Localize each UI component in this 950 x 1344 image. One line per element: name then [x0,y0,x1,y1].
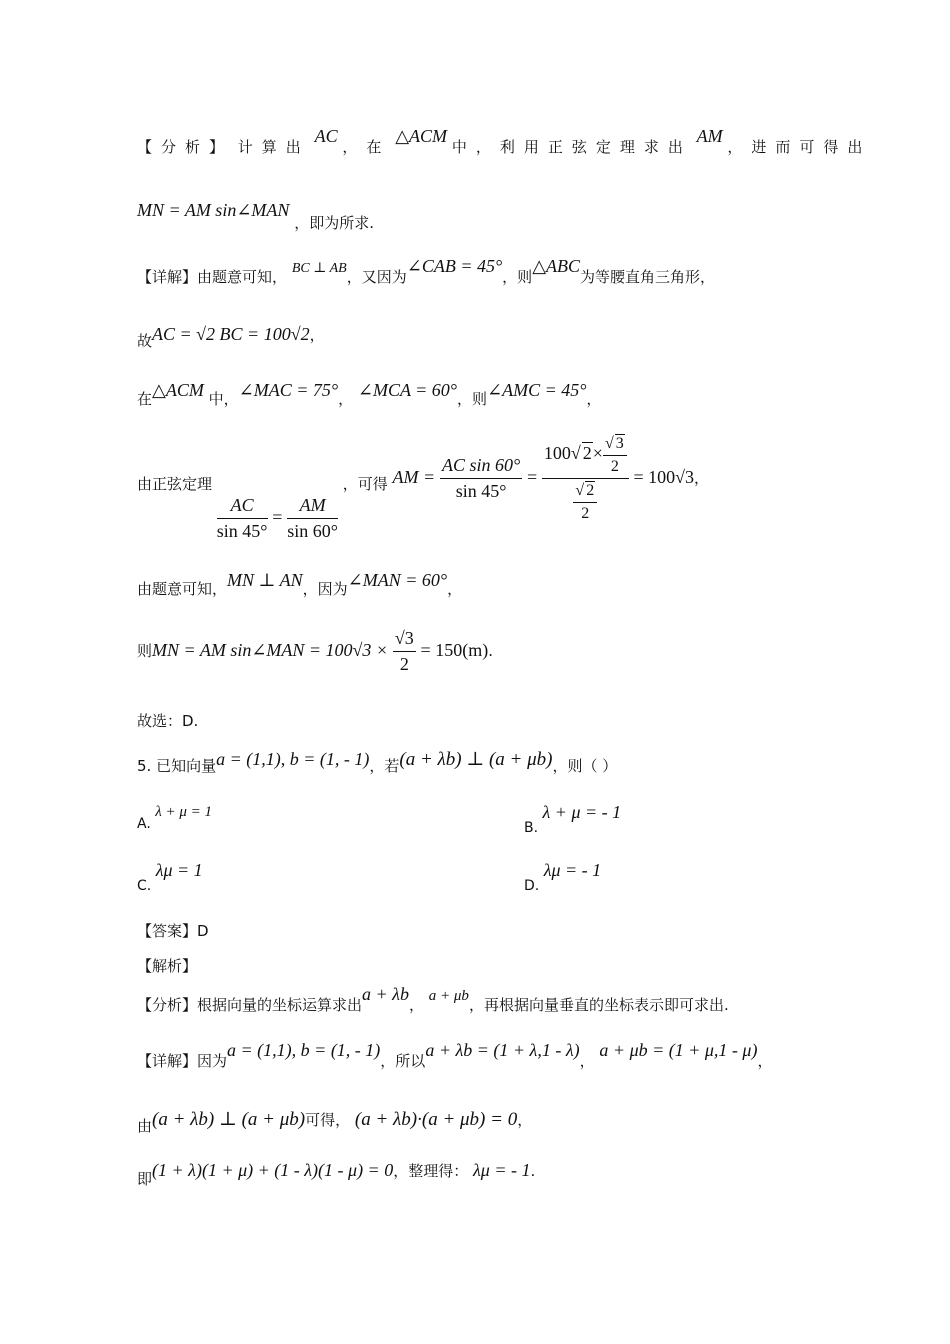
analysis2-line: 【分析】根据向量的坐标运算求出a + λb， a + μb，再根据向量垂直的坐标表示即可求出. [137,984,729,1014]
analysis-line-2: MN = AM sin∠MAN ，即为所求. [137,200,374,232]
detail2-line-2: 由(a + λb) ⊥ (a + μb)可得， (a + λb)·(a + μb) = 0， [137,1109,533,1135]
detail2-line-1: 【详解】因为a = (1,1), b = (1, - 1)，所以a + λb = (1 + λ,1 - λ)， a + μb = (1 + μ,1 - μ)， [137,1040,773,1070]
analysis-line-1: 【分析】 计算出 AC ，在 △ACM 中，利用正弦定理求出 AM ，进而可得出 [137,126,872,156]
detail1-line-3: 在△ACM 中，∠MAC = 75°， ∠MCA = 60°，则∠AMC = 45°， [137,380,602,408]
detail1-line-5: 由题意可知，MN ⊥ AN，因为∠MAN = 60°， [137,570,463,598]
option-a[interactable]: A. λ + μ = 1 [137,804,213,832]
detail-label: 【详解】 [137,268,198,286]
option-c[interactable]: C. λμ = 1 [137,860,203,894]
fraction-am-sin60: $\frac{AM}{\sin 60^\circ}$ [287,495,338,541]
answer: 【答案】D [137,922,209,940]
option-b[interactable]: B. λ + μ = - 1 [524,802,622,836]
detail1-line-4: 由正弦定理 $\frac{AC}{\sin 45^\circ}$ = $\frac{AM}{\sin 60^\circ}$ ，可得 AM = $\frac{\text{AC sin 60°}}{\sin 45^\circ}$ = 100√ 2× $\frac{√ 3}{2}$ $\frac{√ 2}{2}$ = 100√3， [137,435,710,541]
fraction-sqrt3-2: $\frac{√3}{2}$ [394,628,414,674]
detail1-line-2: 故AC = √2 BC = 100√2， [137,324,325,350]
formula: MN = AM sin∠MAN [137,200,290,220]
answer-pick: 故选：D. [137,712,199,730]
jiexi-label: 【解析】 [137,957,198,975]
detail2-line-3: 即(1 + λ)(1 + μ) + (1 - λ)(1 - μ) = 0，整理得： λμ = - 1. [137,1160,536,1188]
option-d[interactable]: D. λμ = - 1 [524,860,602,894]
analysis-label: 【分析】 [137,138,234,156]
detail1-line-6: 则MN = AM sin∠MAN = 100√3 × $\frac{√3}{2}$ = 150(m). [137,628,493,674]
fraction-complex: 100√ 2× $\frac{√ 3}{2}$ $\frac{√ 2}{2}$ [542,434,629,523]
fraction-ac-sin45: $\frac{AC}{\sin 45^\circ}$ [216,495,268,541]
fraction-ac-sin60: $\frac{\text{AC sin 60°}}{\sin 45^\circ}$ [441,455,521,501]
question-5-stem: 5. 已知向量a = (1,1), b = (1, - 1)，若(a + λb) ⊥ (a + μb)，则（ ） [137,749,618,775]
detail1-line-1: 【详解】由题意可知， BC ⊥ AB，又因为∠CAB = 45°，则△ABC为等腰直角三角形， [137,256,716,286]
